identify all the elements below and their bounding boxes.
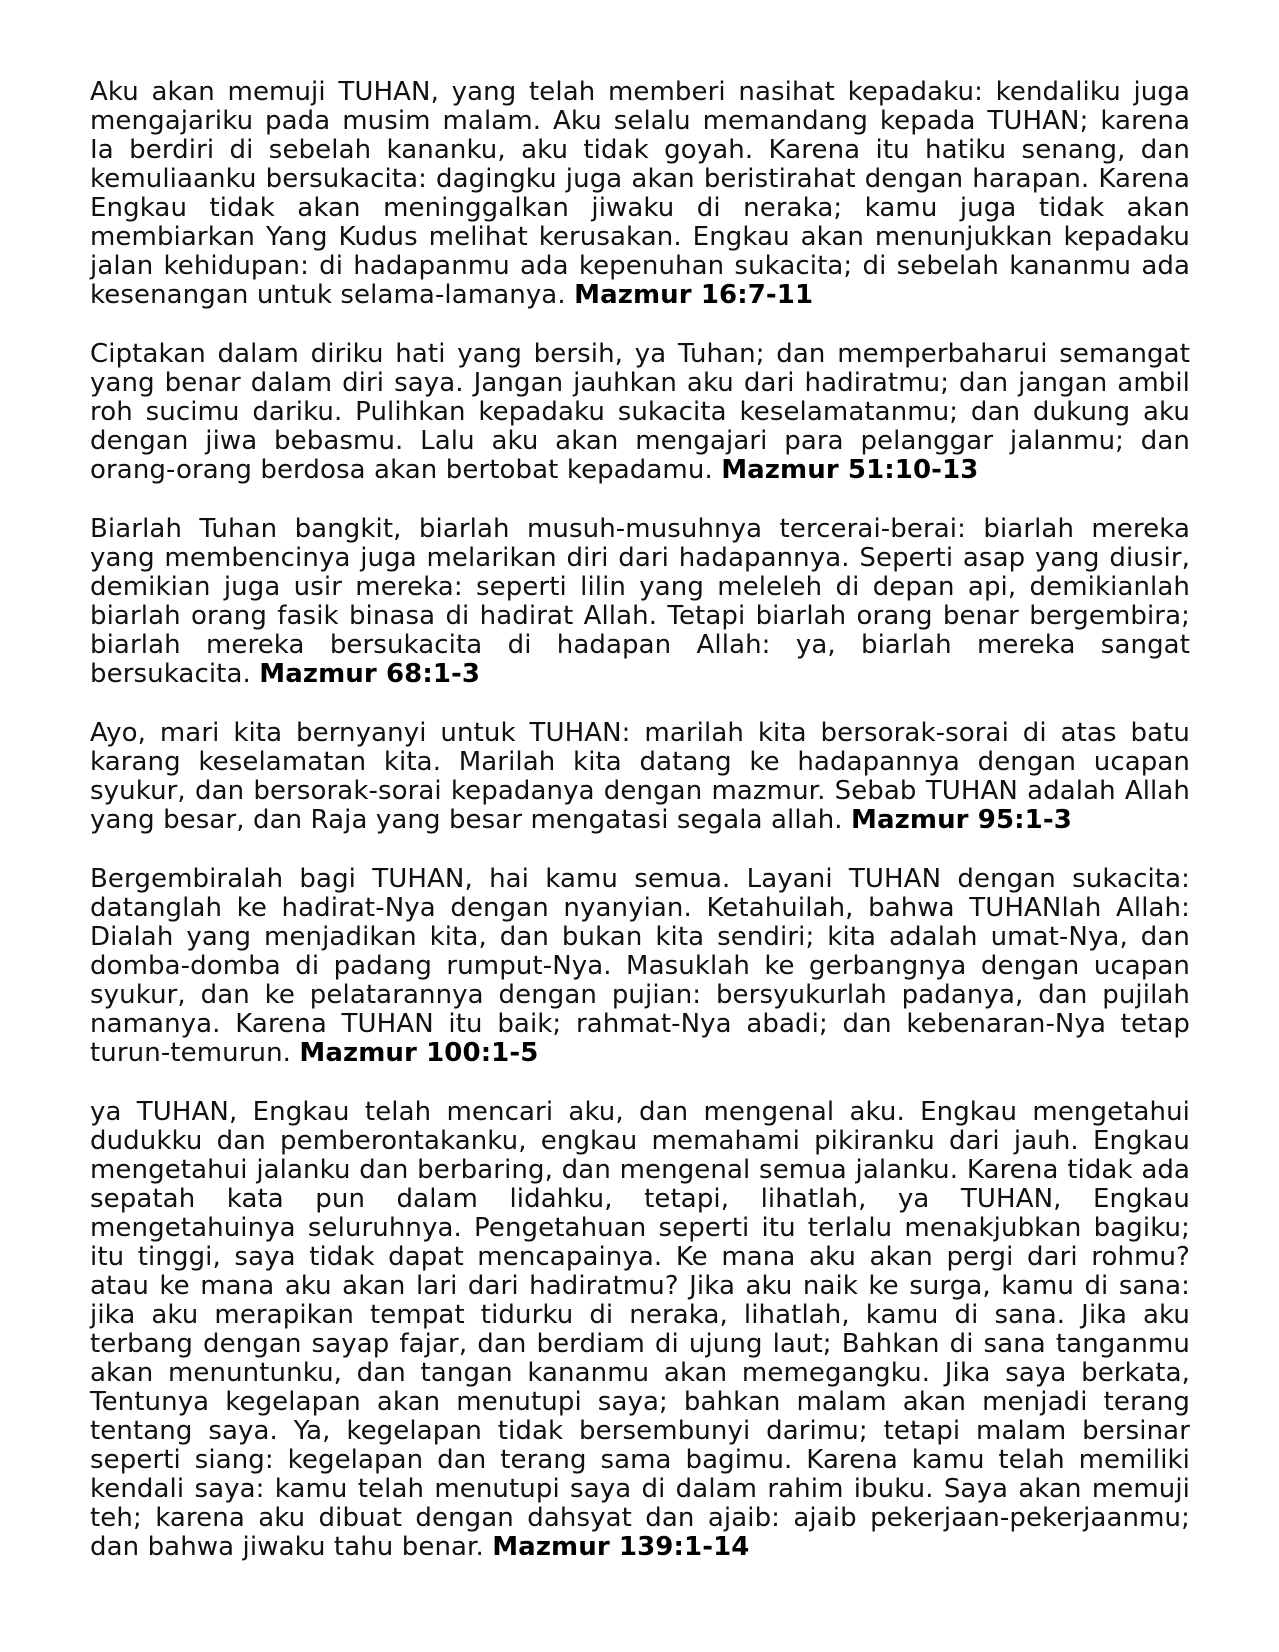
passage-psalm-68 <box>90 515 1190 689</box>
passage-reference: Mazmur 16:7-11 <box>574 280 814 310</box>
passage-psalm-100 <box>90 865 1190 1068</box>
passage-reference: Mazmur 51:10-13 <box>721 455 979 485</box>
passage-psalm-139 <box>90 1098 1190 1562</box>
passage-reference: Mazmur 68:1-3 <box>259 659 481 689</box>
passage-reference: Mazmur 139:1-14 <box>492 1532 750 1562</box>
passage-text: Ciptakan dalam diriku hati yang bersih, ya Tuhan; dan memperbaharui semangat yang benar dalam diri saya. Jangan jauhkan aku dari hadiratmu; dan jangan ambil roh sucimu dariku. Pulihkan kepadaku sukacita keselamatanmu; dan dukung aku dengan jiwa bebasmu. Lalu aku akan mengajari para pelanggar jalanmu; dan orang-orang berdosa akan bertobat kepadamu. <box>90 339 1190 485</box>
passage-text: Biarlah Tuhan bangkit, biarlah musuh-musuhnya tercerai-berai: biarlah mereka yang membencinya juga melarikan diri dari hadapannya. Seperti asap yang diusir, demikian juga usir mereka: seperti lilin yang meleleh di depan api, demikianlah biarlah orang fasik binasa di hadirat Allah. Tetapi biarlah orang benar bergembira; biarlah mereka bersukacita di hadapan Allah: ya, biarlah mereka sangat bersukacita. <box>90 514 1190 689</box>
passage-reference: Mazmur 95:1-3 <box>851 805 1072 835</box>
passage-text: Aku akan memuji TUHAN, yang telah memberi nasihat kepadaku: kendaliku juga mengajariku pada musim malam. Aku selalu memandang kepada TUHAN; karena Ia berdiri di sebelah kananku, aku tidak goyah. Karena itu hatiku senang, dan kemuliaanku bersukacita: dagingku juga akan beristirahat dengan harapan. Karena Engkau tidak akan meninggalkan jiwaku di neraka; kamu juga tidak akan membiarkan Yang Kudus melihat kerusakan. Engkau akan menunjukkan kepadaku jalan kehidupan: di hadapanmu ada kepenuhan sukacita; di sebelah kananmu ada kesenangan untuk selama-lamanya. <box>90 77 1190 310</box>
passage-psalm-51 <box>90 340 1190 485</box>
passage-psalm-16 <box>90 78 1190 310</box>
passage-text: Bergembiralah bagi TUHAN, hai kamu semua. Layani TUHAN dengan sukacita: datanglah ke hadirat-Nya dengan nyanyian. Ketahuilah, bahwa TUHANlah Allah: Dialah yang menjadikan kita, dan bukan kita sendiri; kita adalah umat-Nya, dan domba-domba di padang rumput-Nya. Masuklah ke gerbangnya dengan ucapan syukur, dan ke pelatarannya dengan pujian: bersyukurlah padanya, dan pujilah namanya. Karena TUHAN itu baik; rahmat-Nya abadi; dan kebenaran-Nya tetap turun-temurun. <box>90 864 1190 1068</box>
passage-psalm-95 <box>90 719 1190 835</box>
passage-text: Ayo, mari kita bernyanyi untuk TUHAN: marilah kita bersorak-sorai di atas batu karang keselamatan kita. Marilah kita datang ke hadapannya dengan ucapan syukur, dan bersorak-sorai kepadanya dengan mazmur. Sebab TUHAN adalah Allah yang besar, dan Raja yang besar mengatasi segala allah. <box>90 718 1190 835</box>
passage-reference: Mazmur 100:1-5 <box>299 1038 539 1068</box>
passage-text: ya TUHAN, Engkau telah mencari aku, dan mengenal aku. Engkau mengetahui dudukku dan pemberontakanku, engkau memahami pikiranku dari jauh. Engkau mengetahui jalanku dan berbaring, dan mengenal semua jalanku. Karena tidak ada sepatah kata pun dalam lidahku, tetapi, lihatlah, ya TUHAN, Engkau mengetahuinya seluruhnya. Pengetahuan seperti itu terlalu menakjubkan bagiku; itu tinggi, saya tidak dapat mencapainya. Ke mana aku akan pergi dari rohmu? atau ke mana aku akan lari dari hadiratmu? Jika aku naik ke surga, kamu di sana: jika aku merapikan tempat tidurku di neraka, lihatlah, kamu di sana. Jika aku terbang dengan sayap fajar, dan berdiam di ujung laut; Bahkan di sana tanganmu akan menuntunku, dan tangan kananmu akan memegangku. Jika saya berkata, Tentunya kegelapan akan menutupi saya; bahkan malam akan menjadi terang tentang saya. Ya, kegelapan tidak bersembunyi darimu; tetapi malam bersinar seperti siang: kegelapan dan terang sama bagimu. Karena kamu telah memiliki kendali saya: kamu telah menutupi saya di dalam rahim ibuku. Saya akan memuji teh; karena aku dibuat dengan dahsyat dan ajaib: ajaib pekerjaan-pekerjaanmu; dan bahwa jiwaku tahu benar. <box>90 1097 1190 1562</box>
scripture-page <box>90 78 1190 1592</box>
